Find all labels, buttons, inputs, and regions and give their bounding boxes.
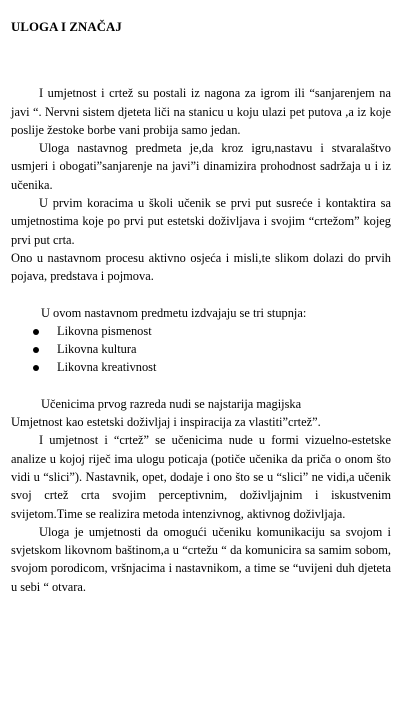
spacer <box>11 377 391 395</box>
list-item <box>11 340 391 358</box>
list-item <box>11 358 391 376</box>
stage-label: Likovna kreativnost <box>57 360 157 375</box>
paragraph-visual-analysis: I umjetnost i “crtež” se učenicima nude u formi vizuelno-estetske analize u kojoj riječ ima ulogu poticaja (potiče učenika da priča o onom što vidi u “slici”). Nastavnik, opet, dodaje i ono što se u “slici” ne vidi,a učenik svoj crtež crta svojim perceptivnim, doživljajnim i iskustvenim svijetom.Time se realizira metoda intenzivnog, aktivnog doživljaja. <box>11 433 391 521</box>
paragraph-play-origin: I umjetnost i crtež su postali iz nagona za igrom ili “sanjarenjem na javi “. Nervni sistem djeteta liči na stanicu u koju ulazi pet putova ,a iz koje poslije žestoke borbe vani probija samo jedan. <box>11 86 391 137</box>
bullet-icon <box>33 329 39 335</box>
spacer <box>11 286 391 304</box>
paragraph-teaching-process: Ono u nastavnom procesu aktivno osjeća i misli,te slikom dolazi do prvih pojava, predstava i pojmova. <box>11 250 391 284</box>
paragraph-communication: Uloga je umjetnosti da omogući učeniku komunikaciju sa svojom i svjetskom likovnom baštinom,a u “crtežu “ da komunicira sa samim sobom, svojom porodicom, vršnjacima i nastavnikom, a time se “uvijeni duh djeteta u sebi “ otvara. <box>11 524 391 594</box>
paragraph-subject-role: Uloga nastavnog predmeta je,da kroz igru,nastavu i stvaralaštvo usmjeri i obogati”sanjarenje na javi”i dinamizira prohodnost sadržaja u i iz učenika. <box>11 141 391 192</box>
document-title: ULOGA I ZNAČAJ <box>11 20 122 34</box>
bullet-icon <box>33 347 39 353</box>
stages-list <box>11 322 391 377</box>
list-item <box>11 322 391 340</box>
document-page <box>11 18 391 596</box>
stage-label: Likovna pismenost <box>57 323 152 338</box>
paragraph-first-grade: Učenicima prvog razreda nudi se najstarija magijska <box>41 396 302 411</box>
stage-label: Likovna kultura <box>57 342 137 357</box>
stages-intro: U ovom nastavnom predmetu izdvajaju se tri stupnja: <box>41 305 307 320</box>
paragraph-aesthetic-experience: Umjetnost kao estetski doživljaj i inspiracija za vlastiti”crtež”. <box>11 415 321 430</box>
bullet-icon <box>33 365 39 371</box>
paragraph-first-steps: U prvim koracima u školi učenik se prvi put susreće i kontaktira sa umjetnostima koje po prvi put estetski doživljava i svojim “crtežom” kojeg prvi put crta. <box>11 196 391 247</box>
